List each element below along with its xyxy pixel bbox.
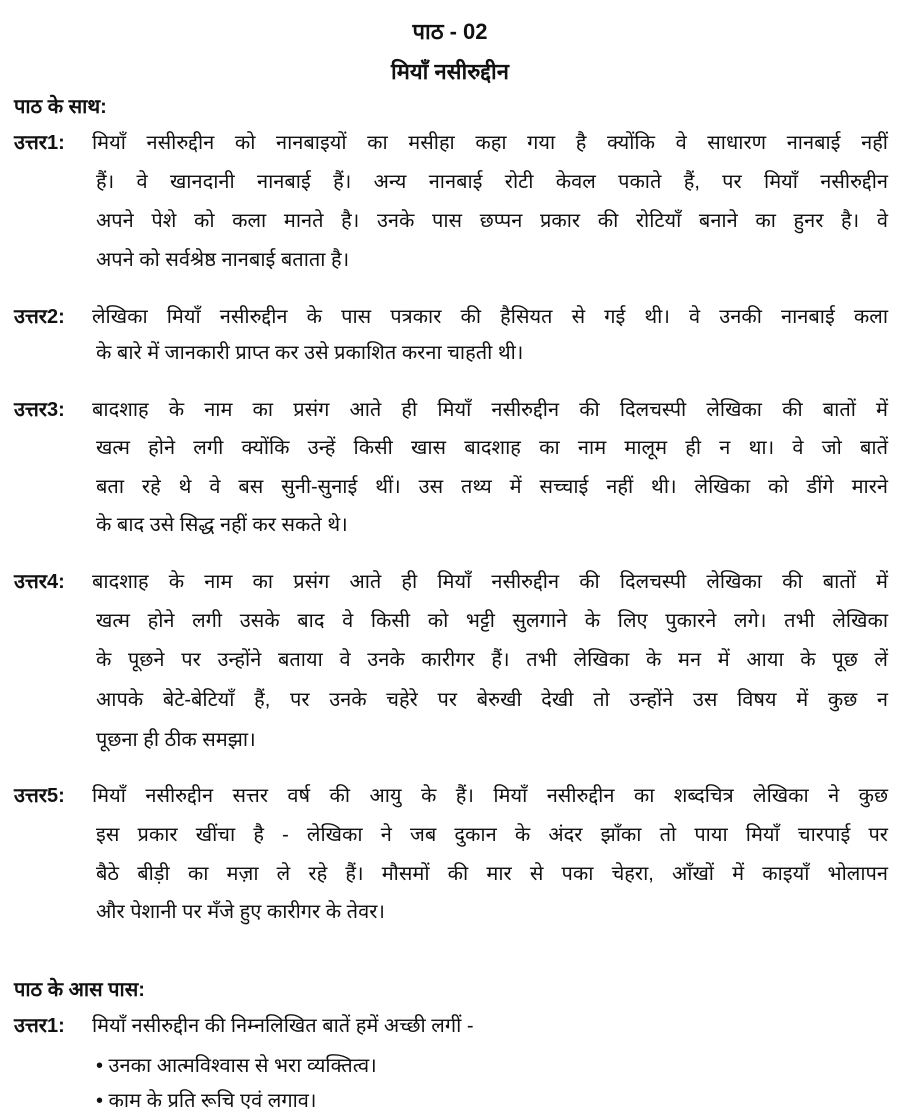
- answer-text-line: खत्म होने लगी क्योंकि उन्हें किसी खास बादशाह का नाम मालूम ही न था। वे जो बातें: [96, 437, 888, 459]
- answer-text-line: बादशाह के नाम का प्रसंग आते ही मियाँ नसीरुद्दीन की दिलचस्पी लेखिका की बातों में: [92, 571, 888, 593]
- lesson-number: पाठ - 02: [412, 19, 488, 44]
- answer-text-line: के बाद उसे सिद्ध नहीं कर सकते थे।: [96, 514, 348, 536]
- bullet-item: • उनका आत्मविश्वास से भरा व्यक्तित्व।: [96, 1055, 377, 1077]
- answer-text-line: खत्म होने लगी उसके बाद वे किसी को भट्टी सुलगाने के लिए पुकारने लगे। तभी लेखिका: [96, 610, 888, 632]
- answer-label: उत्तर1:: [14, 132, 65, 154]
- answer-text-line: मियाँ नसीरुद्दीन को नानबाइयों का मसीहा कहा गया है क्योंकि वे साधारण नानबाई नहीं: [92, 132, 888, 154]
- section-heading: पाठ के साथ:: [14, 96, 107, 118]
- answer-text-line: मियाँ नसीरुद्दीन सत्तर वर्ष की आयु के हैं। मियाँ नसीरुद्दीन का शब्दचित्र लेखिका ने कुछ: [92, 785, 888, 807]
- answer-text-line: पूछना ही ठीक समझा।: [96, 729, 256, 751]
- answer-text-line: अपने को सर्वश्रेष्ठ नानबाई बताता है।: [96, 249, 350, 271]
- answer-text-line: अपने पेशे को कला मानते है। उनके पास छप्पन प्रकार की रोटियाँ बनाने का हुनर है। वे: [96, 210, 888, 232]
- answer-text-line: के बारे में जानकारी प्राप्त कर उसे प्रकाशित करना चाहती थी।: [96, 342, 524, 364]
- bullet-item: • काम के प्रति रूचि एवं लगाव।: [96, 1090, 317, 1112]
- answer-text-line: बैठे बीड़ी का मज़ा ले रहे हैं। मौसमों की मार से पका चेहरा, आँखों में काइयाँ भोलापन: [96, 863, 888, 885]
- answer-label: उत्तर2:: [14, 306, 65, 328]
- lesson-title: मियाँ नसीरुद्दीन: [391, 59, 509, 84]
- answer-text-line: और पेशानी पर मँजे हुए कारीगर के तेवर।: [96, 901, 385, 923]
- section-heading: पाठ के आस पास:: [14, 979, 145, 1001]
- answer-text-line: के पूछने पर उन्होंने बताया वे उनके कारीगर हैं। तभी लेखिका के मन में आया के पूछ लें: [96, 649, 888, 671]
- answer-text-line: इस प्रकार खींचा है - लेखिका ने जब दुकान के अंदर झाँका तो पाया मियाँ चारपाई पर: [96, 824, 888, 846]
- answer-text-line: हैं। वे खानदानी नानबाई हैं। अन्य नानबाई रोटी केवल पकाते हैं, पर मियाँ नसीरुद्दीन: [96, 171, 888, 193]
- answer-text: मियाँ नसीरुद्दीन की निम्नलिखित बातें हमें अच्छी लगीं -: [92, 1015, 474, 1037]
- answer-text-line: बता रहे थे वे बस सुनी-सुनाई थीं। उस तथ्य में सच्चाई नहीं थी। लेखिका को डींगे मारने: [96, 476, 888, 498]
- answer-label: उत्तर5:: [14, 785, 65, 807]
- answer-label: उत्तर4:: [14, 571, 65, 593]
- answer-text-line: बादशाह के नाम का प्रसंग आते ही मियाँ नसीरुद्दीन की दिलचस्पी लेखिका की बातों में: [92, 399, 888, 421]
- answer-text-line: लेखिका मियाँ नसीरुद्दीन के पास पत्रकार की हैसियत से गई थी। वे उनकी नानबाई कला: [92, 306, 888, 328]
- answer-label: उत्तर3:: [14, 399, 65, 421]
- answer-label: उत्तर1:: [14, 1015, 65, 1037]
- answer-text-line: आपके बेटे-बेटियाँ हैं, पर उनके चहेरे पर बेरुखी देखी तो उन्होंने उस विषय में कुछ न: [96, 689, 888, 711]
